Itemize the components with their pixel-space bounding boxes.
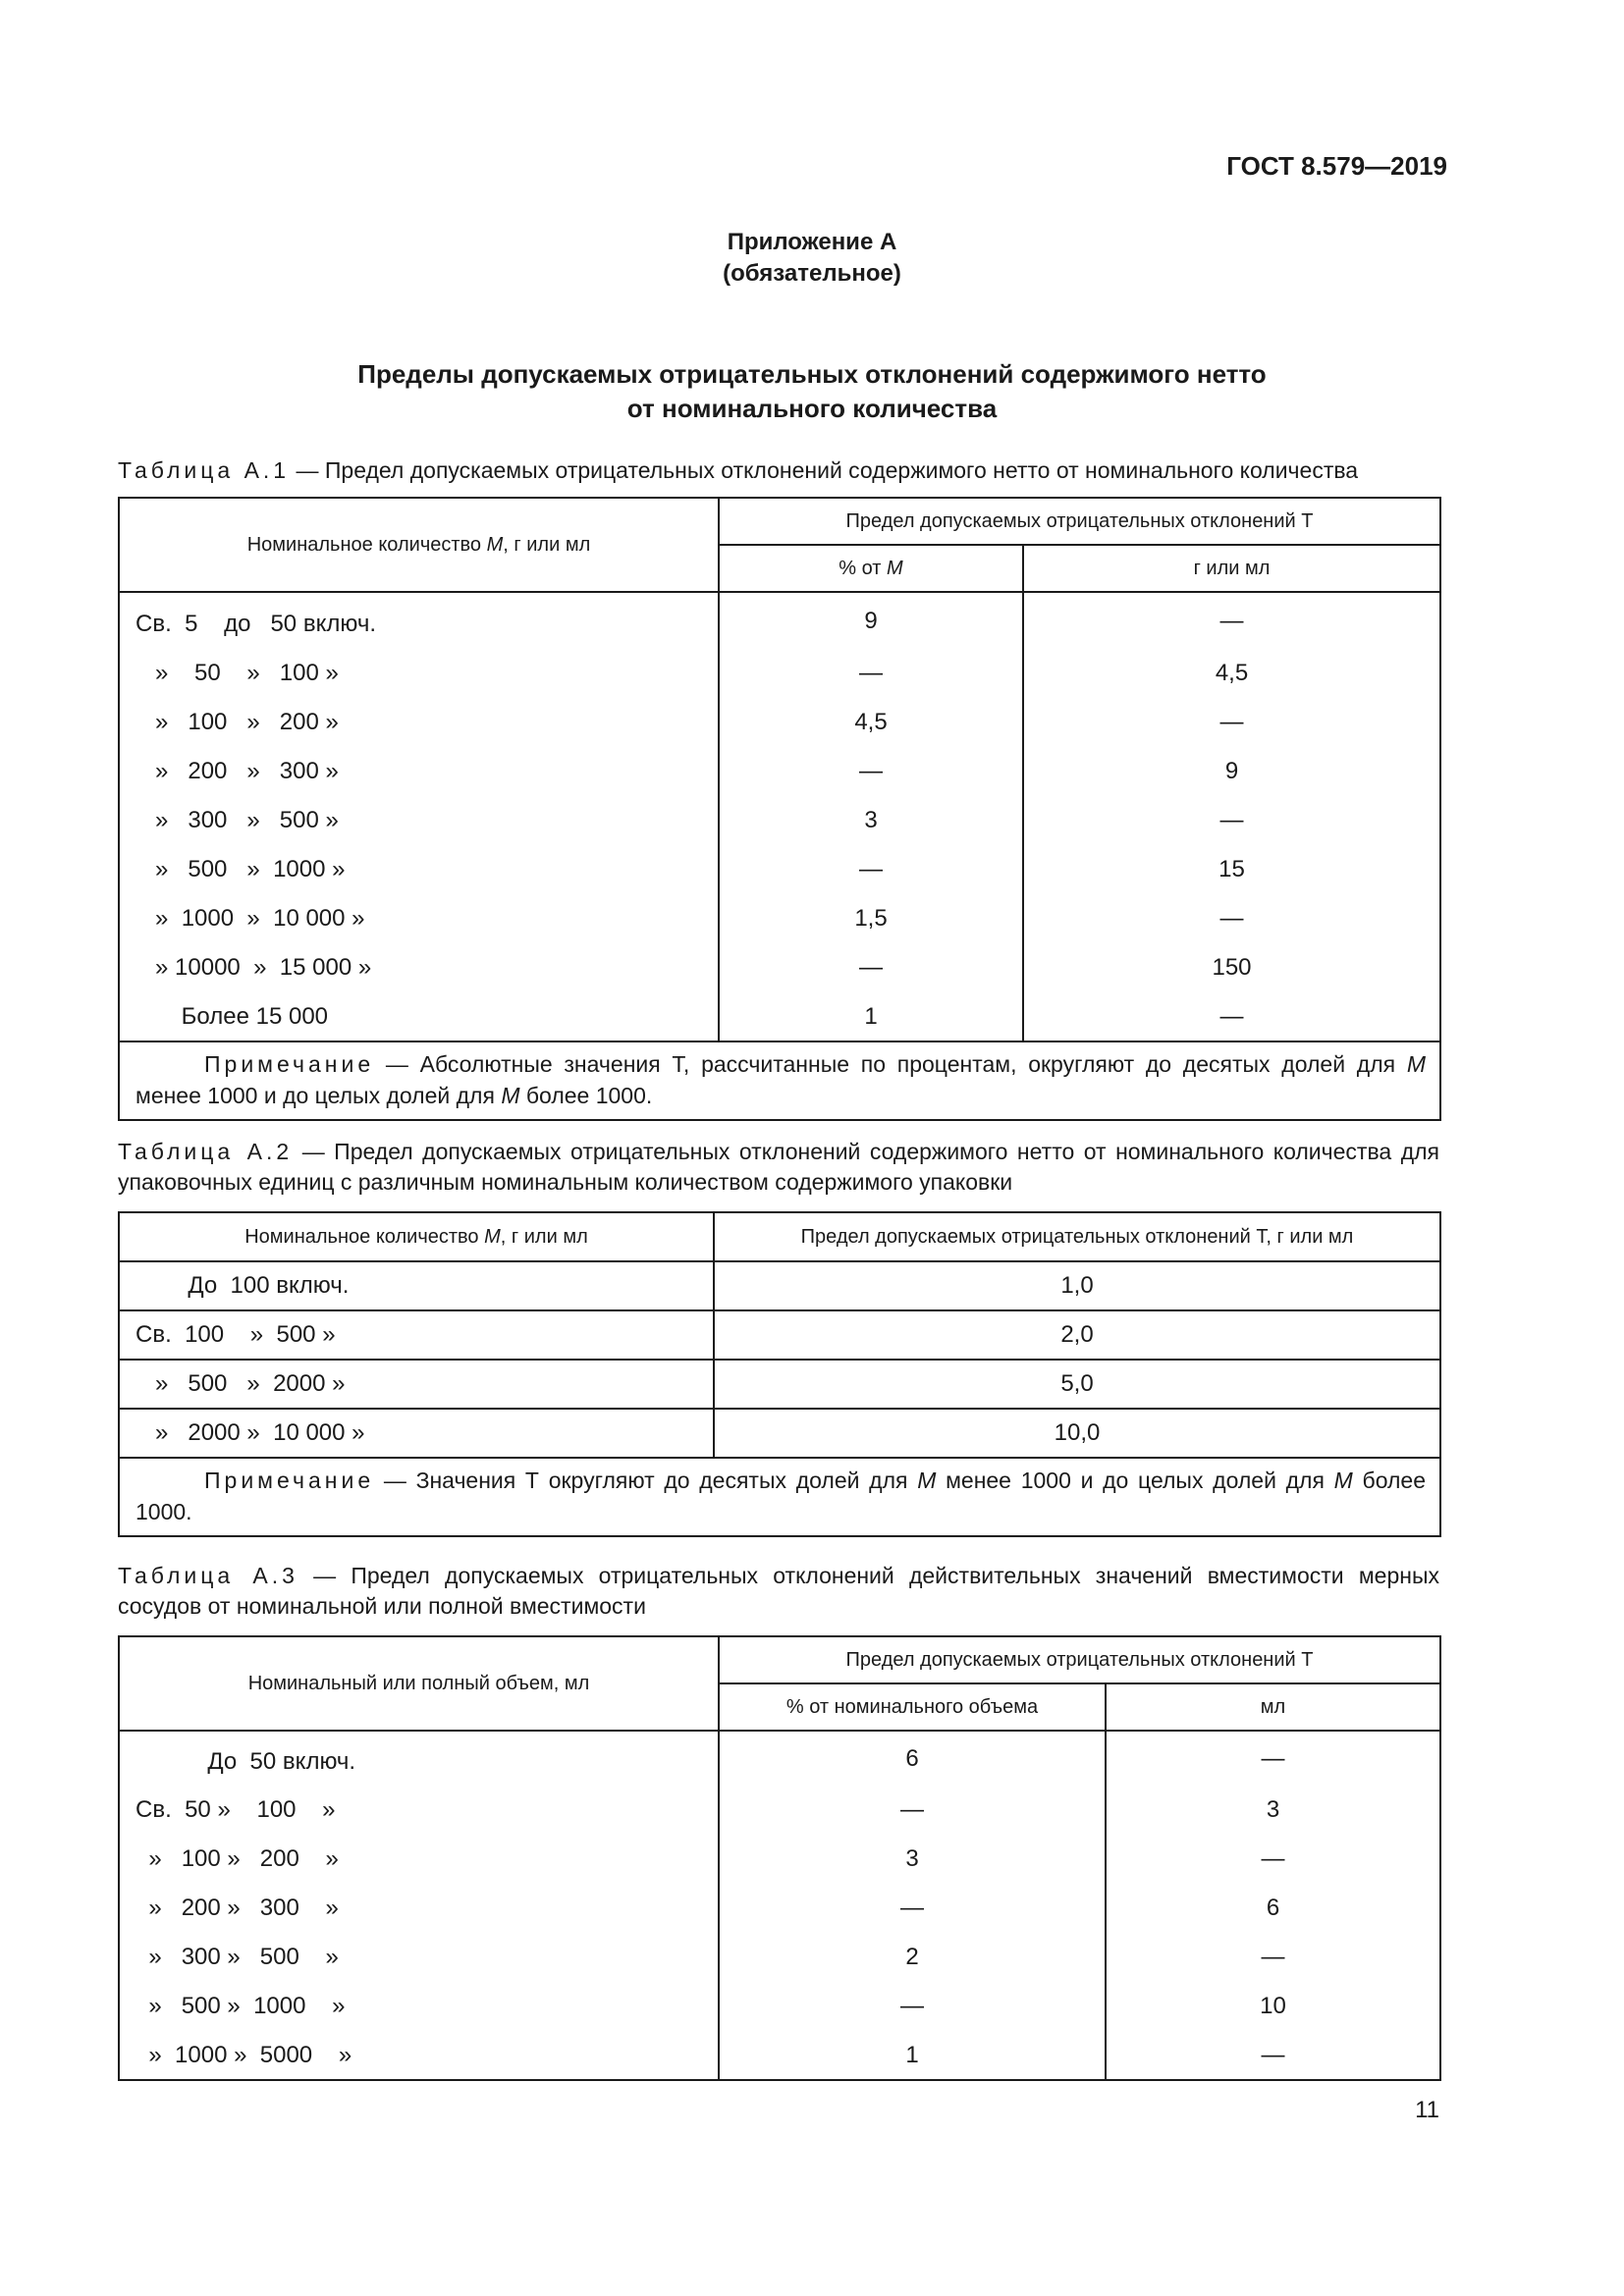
- variable-m: M: [501, 1083, 520, 1108]
- percent-cell: 9: [719, 592, 1023, 649]
- variable-m: M: [917, 1468, 937, 1493]
- table-a3-col2-header: % от номинального объема: [719, 1683, 1106, 1731]
- percent-cell: —: [719, 1786, 1106, 1835]
- header-text: , г или мл: [503, 533, 591, 556]
- table-row: [119, 592, 1440, 649]
- range-cell: » 300 » 500 »: [119, 1933, 719, 1982]
- table-row: [119, 1786, 1440, 1835]
- abs-cell: 6: [1106, 1884, 1440, 1933]
- percent-cell: —: [719, 943, 1023, 992]
- table-a3-label: Таблица А.3: [118, 1563, 298, 1588]
- section-title-line2: от номинального количества: [626, 394, 998, 423]
- table-a3-caption: [118, 1561, 1439, 1622]
- percent-cell: —: [719, 1982, 1106, 2031]
- header-text: , г или мл: [500, 1225, 588, 1248]
- header-text: % от: [839, 557, 888, 579]
- table-row: [119, 796, 1440, 845]
- table-row: [119, 992, 1440, 1041]
- abs-cell: —: [1106, 1731, 1440, 1786]
- table-a2-col2-header: Предел допускаемых отрицательных отклонений Т, г или мл: [714, 1212, 1440, 1261]
- percent-cell: 4,5: [719, 698, 1023, 747]
- range-cell: До 100 включ.: [119, 1261, 714, 1310]
- section-title-line1: Пределы допускаемых отрицательных отклонений содержимого нетто: [357, 359, 1267, 389]
- table-row: [119, 1731, 1440, 1786]
- value-cell: 2,0: [714, 1310, 1440, 1360]
- note-label: Примечание: [204, 1468, 375, 1493]
- table-a2-note: [119, 1458, 1440, 1536]
- document-code: ГОСТ 8.579—2019: [1226, 151, 1447, 181]
- header-text: Номинальное количество: [244, 1225, 485, 1248]
- range-cell: » 200 » 300 »: [119, 747, 719, 796]
- note-text: более 1000.: [135, 1468, 1427, 1524]
- percent-cell: 6: [719, 1731, 1106, 1786]
- note-text: — Значения Т округляют до десятых долей для: [374, 1468, 918, 1493]
- value-cell: 10,0: [714, 1409, 1440, 1458]
- abs-cell: —: [1023, 992, 1440, 1041]
- variable-m: M: [1406, 1051, 1426, 1077]
- range-cell: » 500 » 1000 »: [119, 845, 719, 894]
- range-cell: Св. 5 до 50 включ.: [119, 592, 719, 649]
- percent-cell: —: [719, 649, 1023, 698]
- table-row: [119, 649, 1440, 698]
- table-a1-col2-header: [719, 545, 1023, 592]
- note-text: менее 1000 и до целых долей для: [936, 1468, 1334, 1493]
- note-text: менее 1000 и до целых долей для: [135, 1083, 502, 1108]
- range-cell: » 2000 » 10 000 »: [119, 1409, 714, 1458]
- table-a1-caption: [118, 455, 1439, 486]
- percent-cell: —: [719, 1884, 1106, 1933]
- range-cell: » 50 » 100 »: [119, 649, 719, 698]
- note-text: более 1000.: [519, 1083, 653, 1108]
- range-cell: Св. 50 » 100 »: [119, 1786, 719, 1835]
- abs-cell: —: [1023, 698, 1440, 747]
- variable-m: M: [484, 1225, 501, 1248]
- table-a3-group-header: Предел допускаемых отрицательных отклонений Т: [719, 1636, 1440, 1683]
- percent-cell: 1: [719, 2031, 1106, 2080]
- range-cell: » 100 » 200 »: [119, 1835, 719, 1884]
- range-cell: » 1000 » 10 000 »: [119, 894, 719, 943]
- range-cell: Св. 100 » 500 »: [119, 1310, 714, 1360]
- percent-cell: 3: [719, 796, 1023, 845]
- table-a1-group-header: Предел допускаемых отрицательных отклонений Т: [719, 498, 1440, 545]
- table-row: [119, 1310, 1440, 1360]
- note-label: Примечание: [204, 1051, 375, 1077]
- table-row: [119, 1884, 1440, 1933]
- appendix-status: (обязательное): [723, 260, 901, 287]
- table-a1: [118, 497, 1441, 1121]
- value-cell: 5,0: [714, 1360, 1440, 1409]
- table-row: [119, 1933, 1440, 1982]
- table-row: [119, 1261, 1440, 1310]
- abs-cell: —: [1023, 796, 1440, 845]
- variable-m: M: [1333, 1468, 1353, 1493]
- table-a1-col3-header: г или мл: [1023, 545, 1440, 592]
- table-a3-col1-header: Номинальный или полный объем, мл: [119, 1636, 719, 1731]
- percent-cell: —: [719, 747, 1023, 796]
- value-cell: 1,0: [714, 1261, 1440, 1310]
- table-row: [119, 1409, 1440, 1458]
- range-cell: » 10000 » 15 000 »: [119, 943, 719, 992]
- range-cell: » 500 » 1000 »: [119, 1982, 719, 2031]
- table-a2-caption-text: — Предел допускаемых отрицательных отклонений содержимого нетто от номинального количества для упаковочных единиц с различным номинальным количеством содержимого упаковки: [118, 1139, 1439, 1195]
- abs-cell: —: [1023, 894, 1440, 943]
- percent-cell: 1: [719, 992, 1023, 1041]
- percent-cell: 3: [719, 1835, 1106, 1884]
- table-a1-caption-text: — Предел допускаемых отрицательных отклонений содержимого нетто от номинального количества: [290, 457, 1359, 483]
- abs-cell: 4,5: [1023, 649, 1440, 698]
- table-row: [119, 845, 1440, 894]
- abs-cell: 9: [1023, 747, 1440, 796]
- table-a2-col1-header: [119, 1212, 714, 1261]
- table-a2-label: Таблица А.2: [118, 1139, 294, 1164]
- table-row: [119, 943, 1440, 992]
- table-a2: [118, 1211, 1441, 1537]
- table-a3: [118, 1635, 1441, 2081]
- page-number: 11: [1415, 2097, 1439, 2123]
- table-row: [119, 1982, 1440, 2031]
- note-text: — Абсолютные значения Т, рассчитанные по процентам, округляют до десятых долей для: [374, 1051, 1407, 1077]
- percent-cell: —: [719, 845, 1023, 894]
- table-a2-caption: [118, 1137, 1439, 1198]
- table-a1-note-row: [119, 1041, 1440, 1120]
- abs-cell: 3: [1106, 1786, 1440, 1835]
- percent-cell: 2: [719, 1933, 1106, 1982]
- table-row: [119, 1360, 1440, 1409]
- table-a2-note-row: [119, 1458, 1440, 1536]
- range-cell: До 50 включ.: [119, 1731, 719, 1786]
- table-a1-label: Таблица А.1: [118, 457, 291, 483]
- range-cell: Более 15 000: [119, 992, 719, 1041]
- range-cell: » 100 » 200 »: [119, 698, 719, 747]
- table-row: [119, 894, 1440, 943]
- abs-cell: —: [1106, 1933, 1440, 1982]
- table-row: [119, 2031, 1440, 2080]
- range-cell: » 1000 » 5000 »: [119, 2031, 719, 2080]
- table-row: [119, 1835, 1440, 1884]
- table-a1-col1-header: [119, 498, 719, 592]
- percent-cell: 1,5: [719, 894, 1023, 943]
- variable-m: M: [486, 533, 504, 556]
- abs-cell: —: [1106, 2031, 1440, 2080]
- header-text: Номинальное количество: [246, 533, 487, 556]
- abs-cell: 150: [1023, 943, 1440, 992]
- variable-m: M: [887, 557, 903, 579]
- abs-cell: —: [1023, 592, 1440, 649]
- table-a3-col3-header: мл: [1106, 1683, 1440, 1731]
- table-row: [119, 747, 1440, 796]
- range-cell: » 300 » 500 »: [119, 796, 719, 845]
- range-cell: » 500 » 2000 »: [119, 1360, 714, 1409]
- table-a1-note: [119, 1041, 1440, 1120]
- table-a3-caption-text: — Предел допускаемых отрицательных отклонений действительных значений вместимости мерных сосудов от номинальной или полной вместимости: [118, 1563, 1439, 1619]
- range-cell: » 200 » 300 »: [119, 1884, 719, 1933]
- appendix-title: Приложение А: [727, 229, 897, 255]
- abs-cell: —: [1106, 1835, 1440, 1884]
- table-row: [119, 698, 1440, 747]
- abs-cell: 10: [1106, 1982, 1440, 2031]
- abs-cell: 15: [1023, 845, 1440, 894]
